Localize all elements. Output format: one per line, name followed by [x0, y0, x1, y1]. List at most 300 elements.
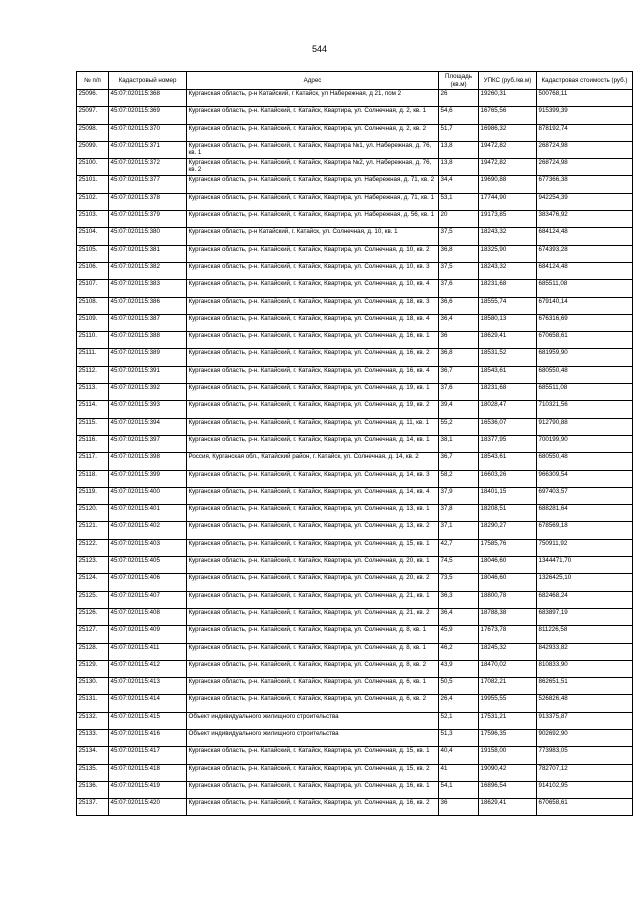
cadastral-cost-cell: 915399,39 [537, 107, 633, 124]
table-row [77, 626, 633, 643]
table-row [77, 349, 633, 366]
area-cell: 36,6 [439, 297, 479, 314]
cadastral-number-cell: 45:07:020115:370 [109, 124, 187, 141]
cadastral-cost-cell: 688281,64 [537, 505, 633, 522]
address-cell: Курганская область, р-н. Катайский, г. Катайск, Квартира №2, ул. Набережная, д. 76, кв. 2 [187, 159, 439, 176]
address-cell: Курганская область, р-н. Катайский, г. Катайск, Квартира, ул. Солнечная, д. 6, кв. 2 [187, 695, 439, 712]
page-number: 544 [311, 44, 328, 54]
area-cell: 74,5 [439, 557, 479, 574]
row-number-cell: 25126. [77, 608, 109, 625]
cadastral-cost-cell: 680550,48 [537, 453, 633, 470]
cadastral-number-cell: 45:07:020115:416 [109, 729, 187, 746]
upks-cell: 18046,60 [479, 574, 537, 591]
cadastral-number-cell: 45:07:020115:418 [109, 764, 187, 781]
table-row [77, 245, 633, 262]
row-number-cell: 25097. [77, 107, 109, 124]
cadastral-number-cell: 45:07:020115:388 [109, 332, 187, 349]
row-number-cell: 25119. [77, 487, 109, 504]
table-row [77, 193, 633, 210]
upks-cell: 18046,60 [479, 557, 537, 574]
cadastral-number-cell: 45:07:020115:405 [109, 557, 187, 574]
cadastral-cost-cell: 810833,90 [537, 660, 633, 677]
upks-cell: 18243,32 [479, 228, 537, 245]
upks-cell: 17082,21 [479, 678, 537, 695]
column-header-upks: УПКС (руб./кв.м) [479, 72, 537, 90]
area-cell: 50,5 [439, 678, 479, 695]
cadastral-number-cell: 45:07:020115:413 [109, 678, 187, 695]
table-row [77, 280, 633, 297]
row-number-cell: 25136. [77, 781, 109, 798]
row-number-cell: 25124. [77, 574, 109, 591]
area-cell: 20 [439, 211, 479, 228]
upks-cell: 18629,41 [479, 799, 537, 816]
upks-cell: 17673,78 [479, 626, 537, 643]
cadastral-cost-cell: 912790,88 [537, 418, 633, 435]
table-row [77, 487, 633, 504]
column-header-cadastral-cost: Кадастровая стоимость (руб.) [537, 72, 633, 90]
table-row [77, 505, 633, 522]
cadastral-number-cell: 45:07:020115:387 [109, 314, 187, 331]
row-number-cell: 25122. [77, 539, 109, 556]
upks-cell: 18543,61 [479, 453, 537, 470]
row-number-cell: 25132. [77, 712, 109, 729]
area-cell: 13,8 [439, 141, 479, 158]
cadastral-cost-cell: 670658,61 [537, 799, 633, 816]
address-cell: Курганская область, р-н. Катайский, г. Катайск, Квартира, ул. Солнечная, д. 15, кв. 1 [187, 539, 439, 556]
upks-cell: 18629,41 [479, 332, 537, 349]
cadastral-cost-cell: 526826,48 [537, 695, 633, 712]
row-number-cell: 25110. [77, 332, 109, 349]
upks-cell: 17585,76 [479, 539, 537, 556]
upks-cell: 19090,42 [479, 764, 537, 781]
cadastral-cost-cell: 966309,54 [537, 470, 633, 487]
cadastral-number-cell: 45:07:020115:394 [109, 418, 187, 435]
table-row [77, 297, 633, 314]
address-cell: Курганская область, р-н. Катайский, г. Катайск, Квартира, ул. Солнечная, д. 6, кв. 1 [187, 678, 439, 695]
cadastral-number-cell: 45:07:020115:403 [109, 539, 187, 556]
row-number-cell: 25135. [77, 764, 109, 781]
address-cell: Курганская область, р-н. Катайский, г. Катайск, Квартира, ул. Набережная, д. 56, кв. 1 [187, 211, 439, 228]
cadastral-cost-cell: 878192,74 [537, 124, 633, 141]
cadastral-cost-cell: 862651,51 [537, 678, 633, 695]
cadastral-cost-cell: 682468,24 [537, 591, 633, 608]
address-cell: Курганская область, р-н. Катайский, г. Катайск, Квартира, ул. Солнечная, д. 8, кв. 1 [187, 626, 439, 643]
table-row [77, 107, 633, 124]
address-cell: Курганская область, р-н. Катайский, г. Катайск, Квартира, ул. Солнечная, д. 14, кв. 4 [187, 487, 439, 504]
row-number-cell: 25112. [77, 366, 109, 383]
row-number-cell: 25137. [77, 799, 109, 816]
row-number-cell: 25134. [77, 747, 109, 764]
address-cell: Россия, Курганская обл., Катайский район, г. Катайск, ул. Солнечная, д. 14, кв. 2 [187, 453, 439, 470]
area-cell: 73,5 [439, 574, 479, 591]
row-number-cell: 25116. [77, 435, 109, 452]
cadastral-cost-cell: 681959,90 [537, 349, 633, 366]
upks-cell: 17744,90 [479, 193, 537, 210]
cadastral-number-cell: 45:07:020115:411 [109, 643, 187, 660]
cadastral-number-cell: 45:07:020115:382 [109, 262, 187, 279]
address-cell: Курганская область, р-н. Катайский, г. Катайск, Квартира, ул. Солнечная, д. 16, кв. 2 [187, 349, 439, 366]
cadastral-cost-cell: 811226,58 [537, 626, 633, 643]
cadastral-number-cell: 45:07:020115:371 [109, 141, 187, 158]
table-row [77, 211, 633, 228]
cadastral-number-cell: 45:07:020115:372 [109, 159, 187, 176]
address-cell: Курганская область, р-н. Катайский, г. Катайск, Квартира, ул. Солнечная, д. 15, кв. 2 [187, 764, 439, 781]
cadastral-number-cell: 45:07:020115:412 [109, 660, 187, 677]
cadastral-cost-cell: 1326425,10 [537, 574, 633, 591]
upks-cell: 16896,54 [479, 781, 537, 798]
cadastral-number-cell: 45:07:020115:399 [109, 470, 187, 487]
table-header-row [77, 72, 633, 90]
table-row [77, 262, 633, 279]
area-cell: 36,3 [439, 591, 479, 608]
address-cell: Объект индивидуального жилищного строительства [187, 712, 439, 729]
cadastral-number-cell: 45:07:020115:407 [109, 591, 187, 608]
address-cell: Курганская область, р-н. Катайский, г. Катайск, Квартира, ул. Солнечная, д. 14, кв. 3 [187, 470, 439, 487]
table-row [77, 314, 633, 331]
table-row [77, 176, 633, 193]
upks-cell: 18028,47 [479, 401, 537, 418]
cadastral-number-cell: 45:07:020115:393 [109, 401, 187, 418]
cadastral-cost-cell: 500768,11 [537, 90, 633, 107]
table-row [77, 608, 633, 625]
cadastral-number-cell: 45:07:020115:408 [109, 608, 187, 625]
area-cell: 13,8 [439, 159, 479, 176]
address-cell: Курганская область, р-н. Катайский, г. Катайск, Квартира, ул. Набережная, д. 71, кв. 2 [187, 176, 439, 193]
cadastral-cost-cell: 750911,92 [537, 539, 633, 556]
cadastral-number-cell: 45:07:020115:417 [109, 747, 187, 764]
cadastral-cost-cell: 676316,69 [537, 314, 633, 331]
cadastral-cost-cell: 782707,12 [537, 764, 633, 781]
cadastral-cost-cell: 268724,98 [537, 159, 633, 176]
cadastral-number-cell: 45:07:020115:401 [109, 505, 187, 522]
row-number-cell: 25131. [77, 695, 109, 712]
row-number-cell: 25121. [77, 522, 109, 539]
row-number-cell: 25102. [77, 193, 109, 210]
table-row [77, 781, 633, 798]
address-cell: Курганская область, р-н. Катайский, г. Катайск, Квартира, ул. Солнечная, д. 8, кв. 1 [187, 643, 439, 660]
address-cell: Курганская область, р-н. Катайский, г. Катайск, Квартира, ул. Солнечная, д. 21, кв. 1 [187, 591, 439, 608]
cadastral-number-cell: 45:07:020115:389 [109, 349, 187, 366]
row-number-cell: 25133. [77, 729, 109, 746]
upks-cell: 18231,68 [479, 384, 537, 401]
table-row [77, 660, 633, 677]
address-cell: Курганская область, р-н. Катайский, г. Катайск, Квартира, ул. Солнечная, д. 16, кв. 2 [187, 799, 439, 816]
upks-cell: 16536,07 [479, 418, 537, 435]
address-cell: Курганская область, р-н. Катайский, г. Катайск, Квартира, ул. Солнечная, д. 21, кв. 2 [187, 608, 439, 625]
area-cell: 41 [439, 764, 479, 781]
table-row [77, 747, 633, 764]
table-row [77, 90, 633, 107]
area-cell: 43,9 [439, 660, 479, 677]
row-number-cell: 25108. [77, 297, 109, 314]
area-cell: 34,4 [439, 176, 479, 193]
table-row [77, 574, 633, 591]
row-number-cell: 25100. [77, 159, 109, 176]
area-cell: 46,2 [439, 643, 479, 660]
cadastral-cost-cell: 678569,18 [537, 522, 633, 539]
address-cell: Объект индивидуального жилищного строительства [187, 729, 439, 746]
cadastral-number-cell: 45:07:020115:392 [109, 384, 187, 401]
address-cell: Курганская область, р-н. Катайский, г. Катайск, Квартира, ул. Солнечная, д. 2, кв. 2 [187, 124, 439, 141]
cadastral-cost-cell: 674393,28 [537, 245, 633, 262]
area-cell: 36 [439, 799, 479, 816]
address-cell: Курганская область, р-н. Катайский, г. Катайск, Квартира, ул. Солнечная, д. 8, кв. 2 [187, 660, 439, 677]
upks-cell: 18290,27 [479, 522, 537, 539]
address-cell: Курганская область, р-н. Катайский, г. Катайск, Квартира, ул. Солнечная, д. 10, кв. 4 [187, 280, 439, 297]
row-number-cell: 25123. [77, 557, 109, 574]
upks-cell: 18243,32 [479, 262, 537, 279]
cadastral-number-cell: 45:07:020115:409 [109, 626, 187, 643]
address-cell: Курганская область, р-н. Катайский, г. Катайск, Квартира, ул. Солнечная, д. 2, кв. 1 [187, 107, 439, 124]
row-number-cell: 25118. [77, 470, 109, 487]
row-number-cell: 25130. [77, 678, 109, 695]
table-row [77, 453, 633, 470]
row-number-cell: 25101. [77, 176, 109, 193]
address-cell: Курганская область, р-н. Катайский, г. Катайск, Квартира №1, ул. Набережная, д. 76, кв. 1 [187, 141, 439, 158]
cadastral-cost-cell: 697403,57 [537, 487, 633, 504]
address-cell: Курганская область, р-н. Катайский, г. Катайск, Квартира, ул. Солнечная, д. 10, кв. 2 [187, 245, 439, 262]
upks-cell: 18580,13 [479, 314, 537, 331]
row-number-cell: 25105. [77, 245, 109, 262]
area-cell: 53,1 [439, 193, 479, 210]
upks-cell: 18208,51 [479, 505, 537, 522]
address-cell: Курганская область, р-н. Катайский, г. Катайск, Квартира, ул. Солнечная, д. 20, кв. 2 [187, 574, 439, 591]
table-row [77, 401, 633, 418]
cadastral-number-cell: 45:07:020115:386 [109, 297, 187, 314]
cadastral-cost-cell: 942254,39 [537, 193, 633, 210]
cadastral-number-cell: 45:07:020115:398 [109, 453, 187, 470]
cadastral-cost-cell: 670658,61 [537, 332, 633, 349]
address-cell: Курганская область, р-н. Катайский, г. Катайск, Квартира, ул. Солнечная, д. 16, кв. 4 [187, 366, 439, 383]
upks-cell: 16603,26 [479, 470, 537, 487]
cadastral-cost-cell: 679140,14 [537, 297, 633, 314]
cadastral-cost-cell: 680550,48 [537, 366, 633, 383]
cadastral-number-cell: 45:07:020115:381 [109, 245, 187, 262]
area-cell: 58,2 [439, 470, 479, 487]
cadastral-cost-cell: 383476,92 [537, 211, 633, 228]
upks-cell: 18401,15 [479, 487, 537, 504]
cadastral-cost-cell: 685511,08 [537, 384, 633, 401]
upks-cell: 19690,88 [479, 176, 537, 193]
address-cell: Курганская область, р-н. Катайский, г. Катайск, Квартира, ул. Солнечная, д. 14, кв. 1 [187, 435, 439, 452]
cadastral-number-cell: 45:07:020115:420 [109, 799, 187, 816]
table-row [77, 418, 633, 435]
table-row [77, 159, 633, 176]
area-cell: 51,3 [439, 729, 479, 746]
table-row [77, 712, 633, 729]
area-cell: 36,4 [439, 314, 479, 331]
area-cell: 37,6 [439, 384, 479, 401]
table-row [77, 522, 633, 539]
area-cell: 52,1 [439, 712, 479, 729]
upks-cell: 16765,56 [479, 107, 537, 124]
area-cell: 26 [439, 90, 479, 107]
address-cell: Курганская область, р-н. Катайский, г. Катайск, Квартира, ул. Солнечная, д. 18, кв. 3 [187, 297, 439, 314]
row-number-cell: 25117. [77, 453, 109, 470]
area-cell: 42,7 [439, 539, 479, 556]
column-header-cadastral-number: Кадастровый номер [109, 72, 187, 90]
area-cell: 37,5 [439, 262, 479, 279]
area-cell: 36,8 [439, 349, 479, 366]
cadastral-number-cell: 45:07:020115:419 [109, 781, 187, 798]
cadastral-number-cell: 45:07:020115:379 [109, 211, 187, 228]
table-row [77, 695, 633, 712]
cadastral-number-cell: 45:07:020115:378 [109, 193, 187, 210]
area-cell: 36,4 [439, 608, 479, 625]
cadastral-cost-cell: 683897,19 [537, 608, 633, 625]
upks-cell: 19260,31 [479, 90, 537, 107]
cadastral-number-cell: 45:07:020115:406 [109, 574, 187, 591]
column-header-address: Адрес [187, 72, 439, 90]
address-cell: Курганская область, р-н. Катайский, г. Катайск, Квартира, ул. Солнечная, д. 18, кв. 4 [187, 314, 439, 331]
column-header-number: № п/п [77, 72, 109, 90]
address-cell: Курганская область, р-н. Катайский, г. Катайск, Квартира, ул. Солнечная, д. 16, кв. 1 [187, 332, 439, 349]
area-cell: 37,6 [439, 280, 479, 297]
table-row [77, 539, 633, 556]
upks-cell: 18788,38 [479, 608, 537, 625]
area-cell: 26,4 [439, 695, 479, 712]
row-number-cell: 25096. [77, 90, 109, 107]
cadastral-cost-cell: 684124,48 [537, 262, 633, 279]
table-row [77, 729, 633, 746]
row-number-cell: 25103. [77, 211, 109, 228]
address-cell: Курганская область, р-н. Катайский, г. Катайск, Квартира, ул. Солнечная, д. 20, кв. 1 [187, 557, 439, 574]
table-row [77, 764, 633, 781]
cadastral-number-cell: 45:07:020115:414 [109, 695, 187, 712]
table-row [77, 384, 633, 401]
cadastral-number-cell: 45:07:020115:400 [109, 487, 187, 504]
cadastral-cost-cell: 773983,05 [537, 747, 633, 764]
upks-cell: 18325,90 [479, 245, 537, 262]
area-cell: 36,8 [439, 245, 479, 262]
upks-cell: 19472,82 [479, 141, 537, 158]
row-number-cell: 25107. [77, 280, 109, 297]
area-cell: 36,7 [439, 366, 479, 383]
cadastral-number-cell: 45:07:020115:391 [109, 366, 187, 383]
row-number-cell: 25109. [77, 314, 109, 331]
address-cell: Курганская область, р-н. Катайский, г. Катайск, Квартира, ул. Солнечная, д. 13, кв. 2 [187, 522, 439, 539]
cadastral-cost-cell: 268724,98 [537, 141, 633, 158]
table-row [77, 124, 633, 141]
row-number-cell: 25114. [77, 401, 109, 418]
address-cell: Курганская область, р-н. Катайский, г. Катайск, Квартира, ул. Солнечная, д. 19, кв. 2 [187, 401, 439, 418]
upks-cell: 18555,74 [479, 297, 537, 314]
address-cell: Курганская область, р-н. Катайский, г. Катайск, Квартира, ул. Солнечная, д. 11, кв. 1 [187, 418, 439, 435]
address-cell: Курганская область, р-н Катайский, г. Катайск, ул. Солнечная, д. 10, кв. 1 [187, 228, 439, 245]
area-cell: 40,4 [439, 747, 479, 764]
upks-cell: 18245,32 [479, 643, 537, 660]
row-number-cell: 25111. [77, 349, 109, 366]
row-number-cell: 25104. [77, 228, 109, 245]
upks-cell: 18531,52 [479, 349, 537, 366]
table-row [77, 799, 633, 816]
cadastral-number-cell: 45:07:020115:402 [109, 522, 187, 539]
cadastral-number-cell: 45:07:020115:377 [109, 176, 187, 193]
cadastral-cost-cell: 1344471,70 [537, 557, 633, 574]
cadastral-cost-cell: 913375,87 [537, 712, 633, 729]
area-cell: 54,6 [439, 107, 479, 124]
upks-cell: 18470,02 [479, 660, 537, 677]
upks-cell: 16986,32 [479, 124, 537, 141]
area-cell: 36 [439, 332, 479, 349]
row-number-cell: 25115. [77, 418, 109, 435]
row-number-cell: 25099. [77, 141, 109, 158]
row-number-cell: 25106. [77, 262, 109, 279]
area-cell: 51,7 [439, 124, 479, 141]
row-number-cell: 25127. [77, 626, 109, 643]
table-row [77, 591, 633, 608]
row-number-cell: 25098. [77, 124, 109, 141]
area-cell: 37,8 [439, 505, 479, 522]
column-header-area: Площадь (кв.м) [439, 72, 479, 90]
area-cell: 37,1 [439, 522, 479, 539]
cadastral-cost-cell: 842933,82 [537, 643, 633, 660]
cadastral-cost-cell: 710321,56 [537, 401, 633, 418]
table-body [77, 90, 633, 816]
area-cell: 45,9 [439, 626, 479, 643]
cadastral-number-cell: 45:07:020115:397 [109, 435, 187, 452]
cadastral-registry-table [76, 71, 633, 816]
cadastral-cost-cell: 677366,38 [537, 176, 633, 193]
upks-cell: 19173,85 [479, 211, 537, 228]
row-number-cell: 25120. [77, 505, 109, 522]
area-cell: 39,4 [439, 401, 479, 418]
table-row [77, 470, 633, 487]
cadastral-number-cell: 45:07:020115:380 [109, 228, 187, 245]
cadastral-cost-cell: 685511,08 [537, 280, 633, 297]
row-number-cell: 25113. [77, 384, 109, 401]
area-cell: 36,7 [439, 453, 479, 470]
upks-cell: 18543,61 [479, 366, 537, 383]
cadastral-cost-cell: 914102,95 [537, 781, 633, 798]
upks-cell: 17531,21 [479, 712, 537, 729]
upks-cell: 19158,00 [479, 747, 537, 764]
area-cell: 55,2 [439, 418, 479, 435]
cadastral-number-cell: 45:07:020115:368 [109, 90, 187, 107]
table-row [77, 332, 633, 349]
cadastral-cost-cell: 700199,90 [537, 435, 633, 452]
table-row [77, 557, 633, 574]
upks-cell: 19955,55 [479, 695, 537, 712]
row-number-cell: 25125. [77, 591, 109, 608]
address-cell: Курганская область, р-н. Катайский, г. Катайск, Квартира, ул. Солнечная, д. 16, кв. 1 [187, 781, 439, 798]
table-row [77, 141, 633, 158]
area-cell: 54,1 [439, 781, 479, 798]
upks-cell: 18377,95 [479, 435, 537, 452]
upks-cell: 17596,35 [479, 729, 537, 746]
address-cell: Курганская область, р-н. Катайский, г. Катайск, Квартира, ул. Солнечная, д. 15, кв. 1 [187, 747, 439, 764]
area-cell: 37,5 [439, 228, 479, 245]
address-cell: Курганская область, р-н. Катайский, г. Катайск, Квартира, ул. Солнечная, д. 13, кв. 1 [187, 505, 439, 522]
row-number-cell: 25129. [77, 660, 109, 677]
address-cell: Курганская область, р-н. Катайский, г. Катайск, Квартира, ул. Солнечная, д. 10, кв. 3 [187, 262, 439, 279]
row-number-cell: 25128. [77, 643, 109, 660]
table-row [77, 366, 633, 383]
cadastral-cost-cell: 684124,48 [537, 228, 633, 245]
cadastral-cost-cell: 902692,90 [537, 729, 633, 746]
table-row [77, 228, 633, 245]
upks-cell: 18231,68 [479, 280, 537, 297]
table-row [77, 643, 633, 660]
cadastral-number-cell: 45:07:020115:415 [109, 712, 187, 729]
area-cell: 37,9 [439, 487, 479, 504]
table-row [77, 678, 633, 695]
address-cell: Курганская область, р-н Катайский, г Катайск, ул Набережная, д 21, пом 2 [187, 90, 439, 107]
address-cell: Курганская область, р-н. Катайский, г. Катайск, Квартира, ул. Солнечная, д. 19, кв. 1 [187, 384, 439, 401]
cadastral-number-cell: 45:07:020115:369 [109, 107, 187, 124]
area-cell: 38,1 [439, 435, 479, 452]
upks-cell: 18800,78 [479, 591, 537, 608]
